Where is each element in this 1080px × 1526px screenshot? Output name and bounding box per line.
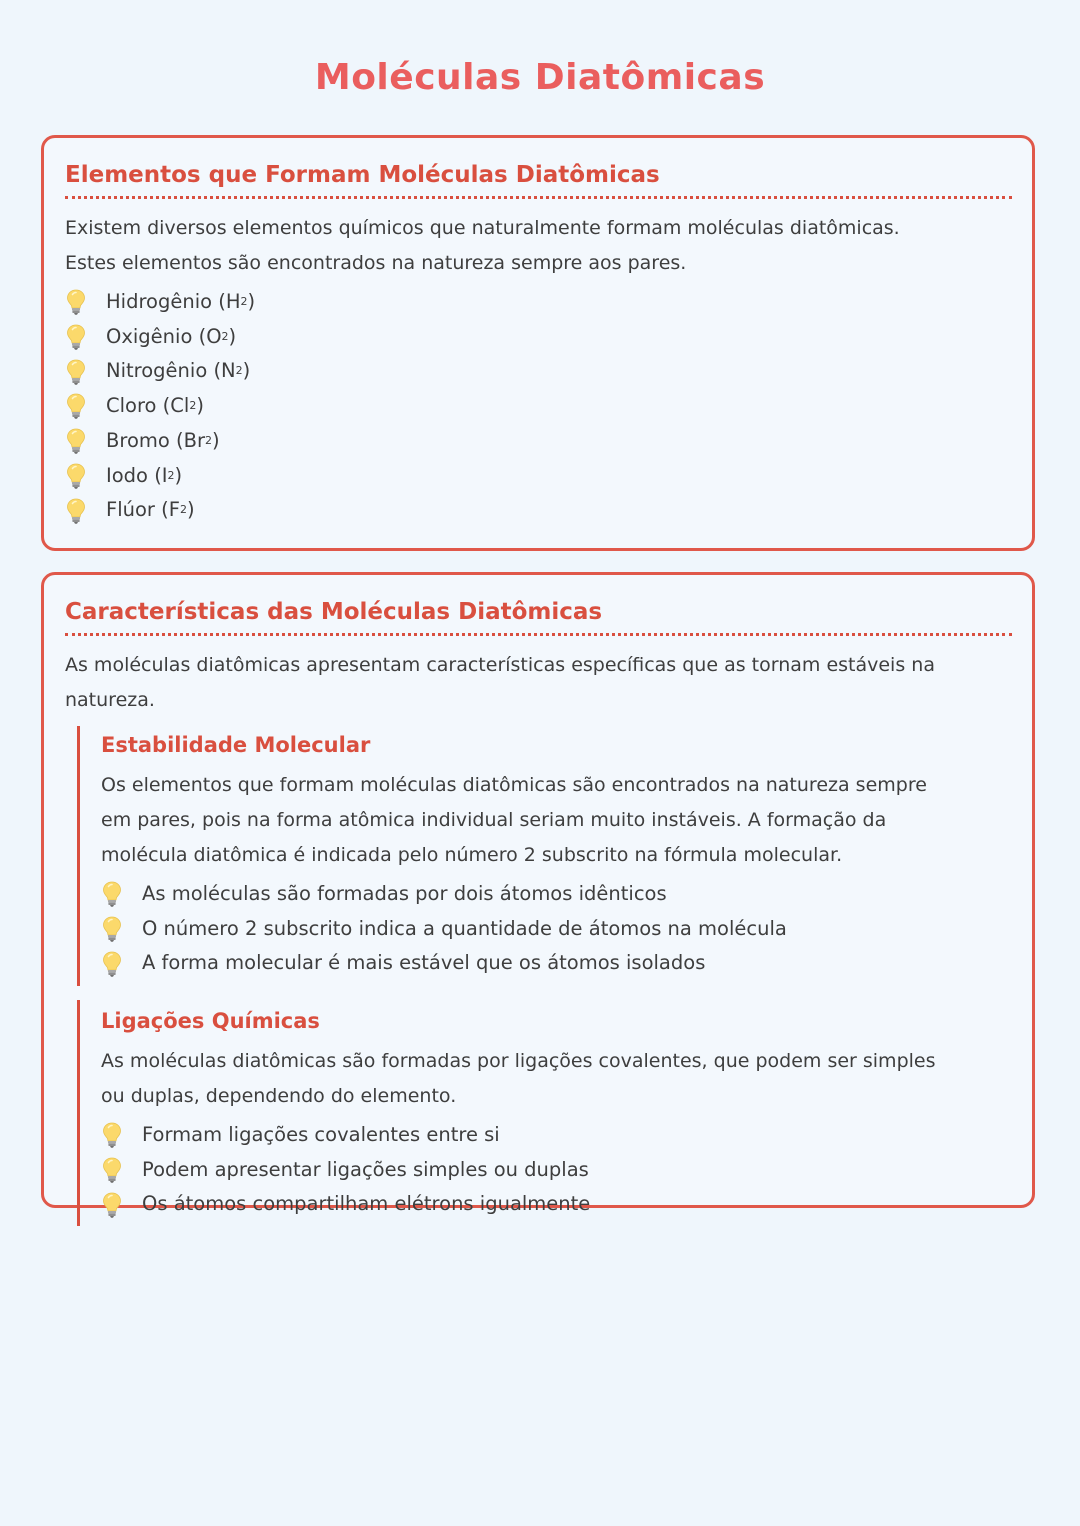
list-item: Iodo (I 2 ) <box>65 459 1012 494</box>
lightbulb-icon <box>101 1156 123 1184</box>
stability-subsection <box>77 726 1012 986</box>
elements-card <box>41 135 1035 551</box>
stability-list <box>101 877 1012 981</box>
lightbulb-icon <box>65 392 87 420</box>
lightbulb-icon <box>101 915 123 943</box>
bonds-subsection <box>77 1000 1012 1226</box>
element-name: Hidrogênio (H <box>106 290 241 313</box>
subsection-title: Ligações Químicas <box>101 1009 320 1033</box>
subscript: 2 <box>189 399 197 413</box>
lightbulb-icon <box>65 288 87 316</box>
list-item: As moléculas são formadas por dois átomos idênticos <box>101 877 1012 912</box>
element-list <box>65 285 1012 528</box>
list-item: Oxigênio (O 2 ) <box>65 320 1012 355</box>
lightbulb-icon <box>65 323 87 351</box>
section-title: Elementos que Formam Moléculas Diatômicas <box>65 138 1012 199</box>
lightbulb-icon <box>101 1191 123 1219</box>
list-item: Podem apresentar ligações simples ou duplas <box>101 1153 1012 1188</box>
subscript: 2 <box>179 503 187 517</box>
list-item: A forma molecular é mais estável que os átomos isolados <box>101 946 1012 981</box>
element-name: Nitrogênio (N <box>106 359 236 383</box>
bonds-list <box>101 1118 1012 1222</box>
page-title: Moléculas Diatômicas <box>314 57 766 98</box>
list-item: Hidrogênio (H 2 ) <box>65 285 1012 320</box>
list-item: Nitrogênio (N 2 ) <box>65 354 1012 389</box>
lightbulb-icon <box>101 1121 123 1149</box>
section-title: Características das Moléculas Diatômicas <box>65 575 1012 636</box>
list-item: Formam ligações covalentes entre si <box>101 1118 1012 1153</box>
lightbulb-icon <box>65 427 87 455</box>
element-name: Oxigênio (O <box>106 324 222 348</box>
subsection-text: As moléculas diatômicas são formadas por ligações covalentes, que podem ser simples ou duplas, dependendo do elemento. <box>101 1050 936 1107</box>
list-item: O número 2 subscrito indica a quantidade de átomos na molécula <box>101 912 1012 947</box>
section-intro: Existem diversos elementos químicos que naturalmente formam moléculas diatômicas. Estes elementos são encontrados na natureza sempre aos pares. <box>65 217 900 274</box>
section-intro: As moléculas diatômicas apresentam características específicas que as tornam estáveis na natureza. <box>65 654 935 711</box>
lightbulb-icon <box>101 880 123 908</box>
list-item: Cloro (Cl 2 ) <box>65 389 1012 424</box>
lightbulb-icon <box>65 358 87 386</box>
subsection-text: Os elementos que formam moléculas diatômicas são encontrados na natureza sempre em pares, pois na forma atômica individual seriam muito instáveis. A formação da molécula diatômica é indicada pelo número 2 subscrito na fórmula molecular. <box>101 774 927 866</box>
subscript: 2 <box>240 295 248 308</box>
list-item: Bromo (Br 2 ) <box>65 424 1012 459</box>
element-name: Cloro (Cl <box>106 394 190 418</box>
element-name: Bromo (Br <box>106 428 206 452</box>
subscript: 2 <box>235 364 243 378</box>
subscript: 2 <box>205 433 213 447</box>
lightbulb-icon <box>65 462 87 490</box>
lightbulb-icon <box>65 497 87 525</box>
element-name: Iodo (I <box>106 463 168 487</box>
subscript: 2 <box>221 329 229 343</box>
lightbulb-icon <box>101 950 123 978</box>
element-name: Flúor (F <box>106 498 180 522</box>
list-item: Os átomos compartilham elétrons igualmente <box>101 1187 1012 1222</box>
subsection-title: Estabilidade Molecular <box>101 733 371 757</box>
list-item: Flúor (F 2 ) <box>65 493 1012 528</box>
subscript: 2 <box>167 468 175 482</box>
characteristics-card <box>41 572 1035 1216</box>
